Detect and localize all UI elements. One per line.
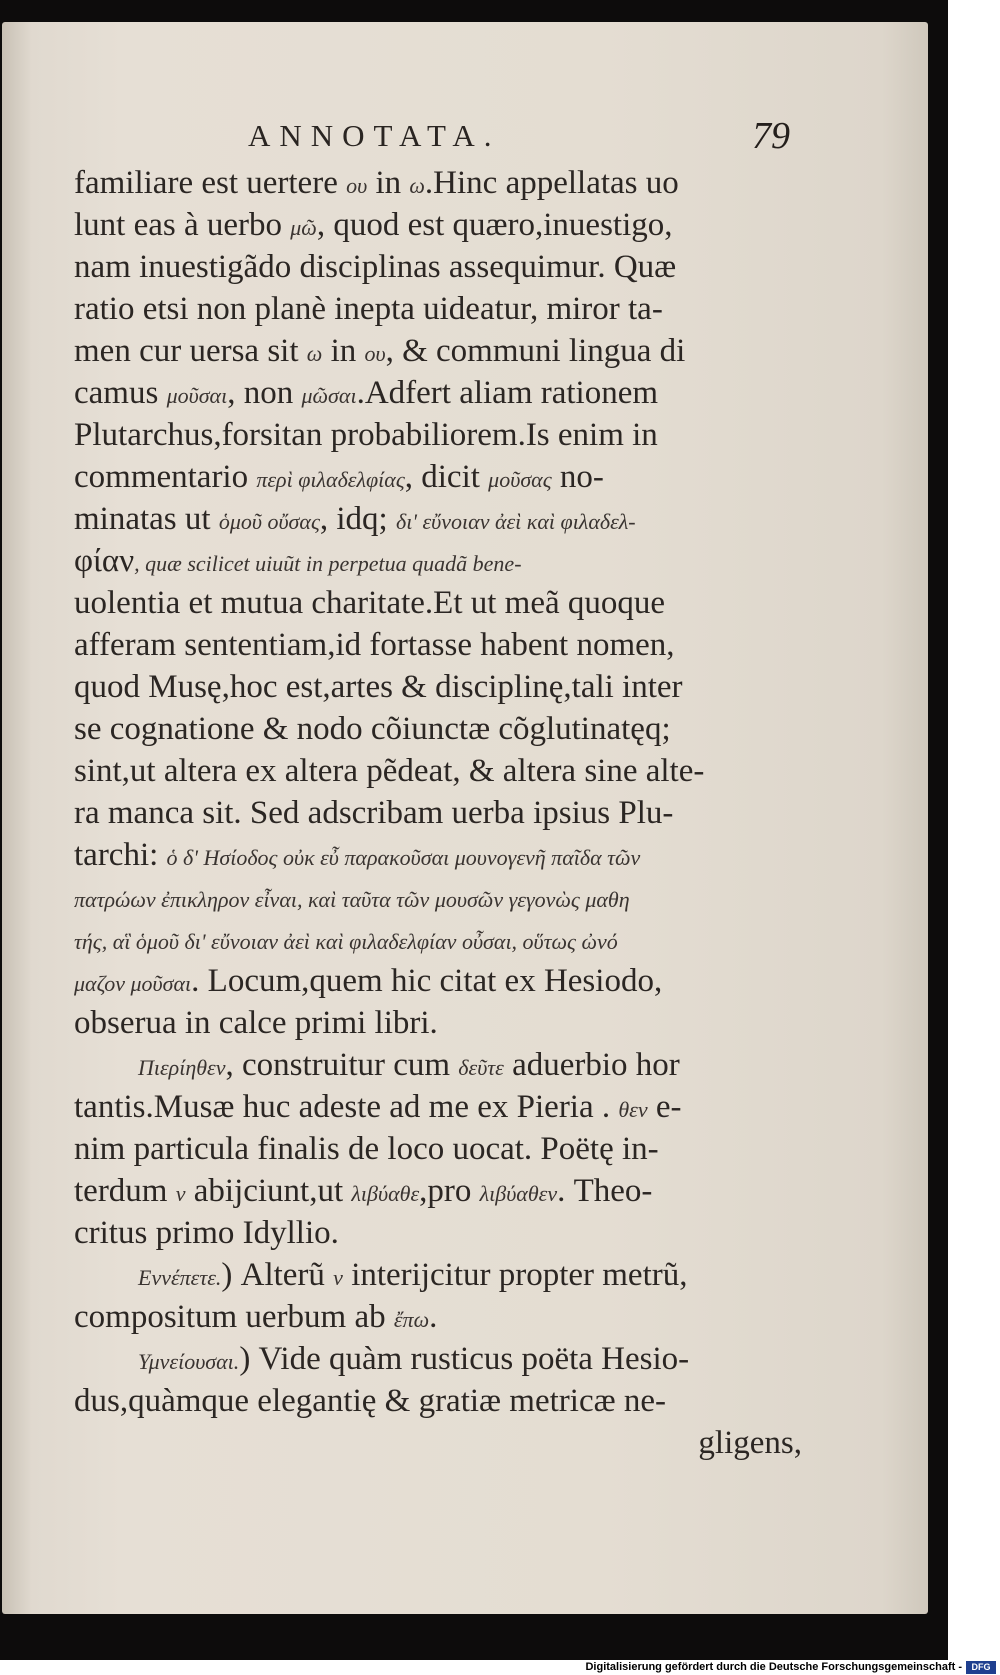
greek-text: ω	[306, 341, 323, 366]
greek-text: δεῦτε	[458, 1055, 504, 1080]
latin-text: ,pro	[419, 1173, 480, 1209]
text-line	[74, 1128, 814, 1170]
latin-text: gligens,	[698, 1425, 802, 1461]
text-line	[74, 162, 814, 204]
latin-text: , idq;	[319, 501, 396, 537]
latin-text: minatas ut	[74, 501, 219, 537]
text-line	[74, 498, 814, 540]
greek-text: μοῦσαι	[166, 383, 228, 408]
greek-text: ὁμοῦ οὔσας	[218, 509, 320, 534]
text-line	[74, 582, 814, 624]
latin-text: . Locum,quem hic citat ex Hesiodo,	[191, 963, 663, 999]
text-line	[74, 750, 814, 792]
text-line	[74, 540, 814, 582]
latin-text: .Hinc appellatas uo	[424, 165, 679, 201]
greek-text: μῶσαι	[301, 383, 357, 408]
text-line	[74, 372, 814, 414]
text-line	[74, 960, 814, 1002]
greek-text: δι' εὔνοιαν ἀεὶ καὶ φιλαδελ-	[395, 509, 636, 534]
latin-text: lunt eas à uerbo	[74, 207, 291, 243]
latin-text: obserua in calce primi libri.	[74, 1005, 438, 1041]
latin-text: . Theo-	[557, 1173, 653, 1209]
latin-text: afferam sententiam,id fortasse habent nomen,	[74, 627, 675, 663]
text-line	[74, 1086, 814, 1128]
latin-text: terdum	[74, 1173, 176, 1209]
latin-text: in	[367, 165, 410, 201]
greek-text: ου	[346, 173, 368, 198]
latin-text: nim particula finalis de loco uocat. Poëtę in-	[74, 1131, 659, 1167]
latin-text: commentario	[74, 459, 257, 495]
greek-text: ου	[364, 341, 386, 366]
greek-text: Πιερίηθεν	[138, 1055, 226, 1080]
body-text	[74, 162, 814, 1464]
latin-text: aduerbio hor	[503, 1047, 680, 1083]
text-line	[74, 918, 814, 960]
latin-text: nam inuestigãdo disciplinas assequimur. Quæ	[74, 249, 677, 285]
greek-text: λιβύαθε	[351, 1181, 420, 1206]
latin-text: , non	[227, 375, 302, 411]
latin-text: interijcitur propter metrũ,	[342, 1257, 688, 1293]
page-number: 79	[752, 115, 790, 157]
greek-text: ν	[333, 1265, 343, 1290]
text-line	[74, 246, 814, 288]
text-line	[74, 666, 814, 708]
dfg-logo: DFG	[966, 1661, 996, 1674]
latin-text: ) Alterũ	[221, 1257, 334, 1293]
text-line	[74, 624, 814, 666]
greek-text: τής, αἳ ὁμοῦ δι' εὔνοιαν ἀεὶ καὶ φιλαδελφίαν οὖσαι, οὕτως ὠνό	[74, 929, 618, 954]
latin-text: uolentia et mutua charitate.Et ut meã quoque	[74, 585, 666, 621]
latin-text: critus primo Idyllio.	[74, 1215, 339, 1251]
latin-text: .	[429, 1299, 438, 1335]
latin-text: tantis.Musæ huc adeste ad me ex Pieria .	[74, 1089, 619, 1125]
text-line	[74, 456, 814, 498]
text-line	[74, 1380, 814, 1422]
latin-text: camus	[74, 375, 167, 411]
latin-text: ratio etsi non planè inepta uideatur, miror ta-	[74, 291, 663, 327]
greek-text: ὁ δ' Ησίοδος οὐκ εὖ παρακοῦσαι μουνογενῆ παῖδα τῶν	[166, 845, 641, 870]
running-head-title: ANNOTATA.	[248, 118, 501, 153]
greek-text: ω	[409, 173, 425, 198]
latin-text: , & communi lingua di	[385, 333, 686, 369]
funding-credit: Digitalisierung gefördert durch die Deutsche Forschungsgemeinschaft -	[585, 1661, 962, 1673]
text-line	[74, 708, 814, 750]
latin-text: Plutarchus,forsitan probabiliorem.Is enim in	[74, 417, 658, 453]
text-line	[74, 1170, 814, 1212]
greek-text: ἔπω	[393, 1307, 430, 1332]
text-line	[74, 834, 814, 876]
text-line	[74, 204, 814, 246]
book-page	[2, 22, 928, 1614]
latin-text: abijciunt,ut	[185, 1173, 352, 1209]
latin-text: familiare est uertere	[74, 165, 347, 201]
text-line	[74, 1296, 814, 1338]
latin-text: quod Musę,hoc est,artes & disciplinę,tali inter	[74, 669, 683, 705]
text-line	[74, 414, 814, 456]
latin-text: no-	[551, 459, 604, 495]
latin-text: sint,ut altera ex altera pẽdeat, & altera sine alte-	[74, 753, 705, 789]
greek-text: Υμνείουσαι.	[138, 1349, 240, 1374]
greek-text: περὶ φιλαδελφίας	[256, 467, 405, 492]
greek-text: μαζον μοῦσαι	[74, 971, 192, 996]
text-line	[74, 288, 814, 330]
latin-text: .Adfert aliam rationem	[356, 375, 659, 411]
greek-text: Εννέπετε.	[138, 1265, 222, 1290]
latin-text: tarchi:	[74, 837, 167, 873]
greek-text: , quæ scilicet uiuũt in perpetua quadã bene-	[134, 551, 522, 576]
latin-text: , dicit	[404, 459, 489, 495]
latin-text: se cognatione & nodo cõiunctæ cõglutinatęq;	[74, 711, 671, 747]
latin-text: dus,quàmque elegantię & gratiæ metricæ ne-	[74, 1383, 666, 1419]
text-line	[74, 792, 814, 834]
text-line	[74, 1212, 814, 1254]
latin-text: men cur uersa sit	[74, 333, 307, 369]
text-line	[74, 1422, 814, 1464]
latin-text: , quod est quæro,inuestigo,	[316, 207, 673, 243]
digitization-footer	[0, 1660, 1000, 1675]
text-line	[74, 330, 814, 372]
greek-text: λιβύαθεν	[479, 1181, 558, 1206]
running-head	[2, 115, 950, 158]
greek-text: θεν	[618, 1097, 648, 1122]
greek-text: μοῦσας	[488, 467, 552, 492]
text-line	[74, 1002, 814, 1044]
latin-text: , construitur cum	[225, 1047, 459, 1083]
text-line	[74, 1338, 814, 1380]
text-line	[74, 1254, 814, 1296]
text-line	[74, 876, 814, 918]
text-line	[74, 1044, 814, 1086]
latin-text: ) Vide quàm rusticus poëta Hesio-	[239, 1341, 690, 1377]
latin-text: ra manca sit. Sed adscribam uerba ipsius Plu-	[74, 795, 674, 831]
greek-text: ν	[175, 1181, 186, 1206]
latin-text: φίαν	[74, 543, 135, 579]
latin-text: e-	[647, 1089, 682, 1125]
greek-text: πατρώων ἐπικληρον εἶναι, καὶ ταῦτα τῶν μουσῶν γεγονὼς μαθη	[74, 887, 630, 912]
greek-text: μῶ	[290, 215, 317, 240]
latin-text: in	[322, 333, 365, 369]
latin-text: compositum uerbum ab	[74, 1299, 394, 1335]
